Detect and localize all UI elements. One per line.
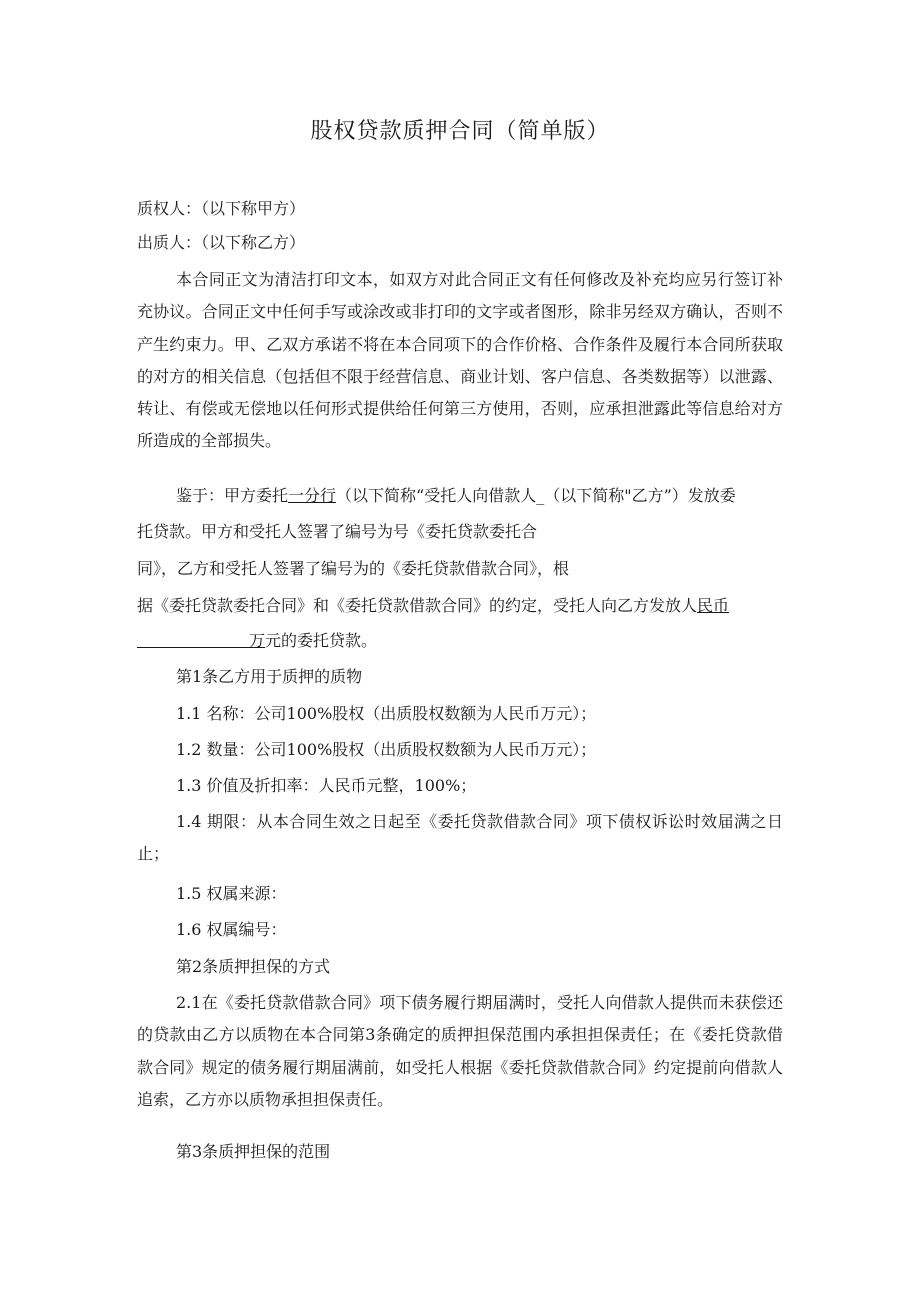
article-1-item-3: 1.3 价值及折扣率：人民币元整，100%； [176, 776, 477, 795]
article-1-item-2: 1.2 数量：公司100%股权（出质股权数额为人民币万元）； [176, 740, 597, 759]
currency-label: 民币 [697, 596, 730, 615]
whereas-line-1 [176, 486, 826, 506]
branch-name: 一分行 [288, 486, 337, 505]
intro-paragraph: 本合同正文为清洁打印文本，如双方对此合同正文有任何修改及补充均应另行签订补充协议。合同正文中任何手写或涂改或非打印的文字或者图形，除非另经双方确认，否则不产生约束力。甲、乙双方承诺不将在本合同项下的合作价格、合作条件及履行本合同所获取的对方的相关信息（包括但不限于经营信息、商业计划、客户信息、各类数据等）以泄露、转让、有偿或无偿地以任何形式提供给任何第三方使用，否则，应承担泄露此等信息给对方所造成的全部损失。 [137, 270, 783, 451]
amount-unit: 万 [249, 631, 266, 650]
article-2-heading: 第2条质押担保的方式 [176, 957, 331, 976]
whereas-line-2: 托贷款。甲方和受托人签署了编号为号《委托贷款委托合 [137, 522, 538, 541]
article-1-item-5: 1.5 权属来源： [176, 884, 287, 903]
amount-blank [137, 630, 249, 648]
document-title: 股权贷款质押合同（简单版） [310, 119, 610, 144]
whereas-line-4 [137, 596, 787, 616]
whereas-text-d: 元的委托贷款。 [265, 631, 378, 650]
whereas-text-c: 据《委托贷款委托合同》和《委托贷款借款合同》的约定，受托人向乙方发放人 [137, 596, 698, 615]
whereas-text-b: （以下简称“受托人向借款人_（以下简称"乙方”）发放委 [336, 486, 736, 505]
article-1-heading: 第1条乙方用于质押的质物 [176, 667, 363, 686]
article-3-heading: 第3条质押担保的范围 [176, 1142, 331, 1161]
whereas-line-5 [137, 630, 787, 651]
pledgor-line: 出质人：（以下称乙方） [137, 233, 306, 252]
whereas-line-3: 同》，乙方和受托人签署了编号为的《委托贷款借款合同》，根 [137, 559, 570, 578]
article-1-item-1: 1.1 名称：公司100%股权（出质股权数额为人民币万元）； [176, 704, 597, 723]
article-1-item-6: 1.6 权属编号： [176, 920, 287, 939]
article-1-item-4: 1.4 期限：从本合同生效之日起至《委托贷款借款合同》项下债权诉讼时效届满之日止； [137, 812, 783, 864]
whereas-text-a: 鉴于：甲方委托 [176, 486, 289, 505]
article-2-paragraph: 2.1在《委托贷款借款合同》项下债务履行期届满时，受托人向借款人提供而未获偿还的贷款由乙方以质物在本合同第3条确定的质押担保范围内承担担保责任；在《委托贷款借款合同》规定的债务履行期届满前，如受托人根据《委托贷款借款合同》约定提前向借款人追索，乙方亦以质物承担担保责任。 [137, 993, 783, 1109]
pledgee-line: 质权人：（以下称甲方） [137, 199, 306, 218]
